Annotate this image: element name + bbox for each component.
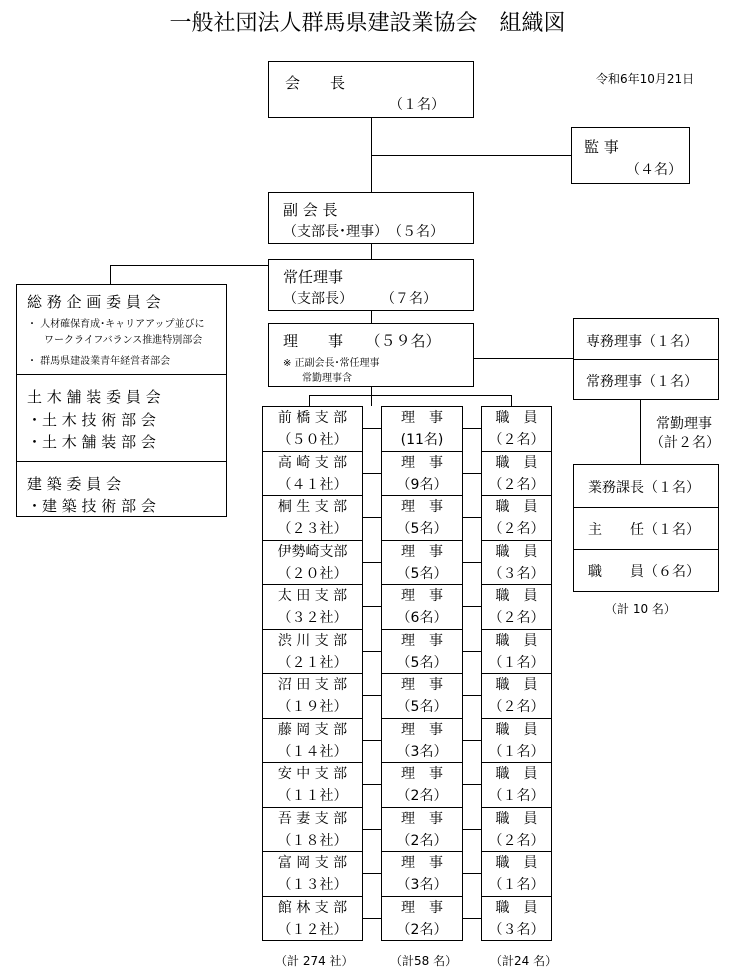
cell-text: （３２社） — [277, 610, 348, 626]
connector-line — [363, 428, 381, 429]
connector-line — [363, 651, 381, 652]
cell-text: （３名） — [488, 921, 545, 938]
connector-line — [363, 473, 381, 474]
cell-text: 沼 田 支 部 — [277, 677, 348, 693]
branch-name-cell — [262, 807, 363, 853]
connector-line — [363, 517, 381, 518]
senmu-label: 専務理事（１名） — [586, 334, 698, 350]
cell-text: 理 事 — [401, 632, 443, 649]
president-label: 会 長 — [285, 74, 346, 92]
standing-director-box — [268, 259, 474, 311]
connector-line — [371, 155, 571, 156]
connector-line — [363, 873, 381, 874]
cell-text: （２１社） — [277, 654, 348, 671]
branch-staff-cell — [481, 673, 552, 719]
total-companies: （計 274 社） — [275, 954, 354, 968]
cell-text: （４１社） — [277, 476, 348, 493]
cell-text: （１名） — [488, 788, 545, 804]
cell-text: （2名） — [396, 788, 448, 804]
branch-name-cell — [262, 629, 363, 675]
cell-text: 職 員 — [495, 899, 538, 916]
branch-name-cell — [262, 673, 363, 719]
branch-directors-cell — [381, 807, 463, 853]
connector-line — [463, 606, 481, 607]
date-label: 令和6年10月21日 — [596, 72, 695, 86]
connector-line — [463, 695, 481, 696]
connector-line — [463, 740, 481, 741]
cell-text: （5名） — [396, 654, 448, 671]
branch-directors-cell — [381, 896, 463, 942]
cell-text: （5名） — [396, 521, 448, 537]
committee-item: ワークライフバランス推進特別部会 — [44, 335, 203, 346]
connector-line — [309, 395, 310, 406]
branch-directors-cell — [381, 540, 463, 586]
fulltime-director-count: （計２名） — [650, 435, 720, 451]
office-staff-box — [573, 464, 719, 592]
branch-directors-cell — [381, 851, 463, 897]
cell-text: （２名） — [488, 610, 545, 626]
connector-line — [463, 784, 481, 785]
connector-line — [463, 428, 481, 429]
president-count: （１名） — [389, 97, 445, 113]
cell-text: 伊勢崎支部 — [277, 543, 348, 560]
cell-text: （２名） — [488, 476, 545, 493]
committees-box — [16, 284, 227, 517]
cell-text: 吾 妻 支 部 — [277, 810, 348, 827]
cell-text: 前 橋 支 部 — [277, 410, 348, 426]
connector-line — [511, 395, 512, 406]
connector-line — [463, 562, 481, 563]
branch-staff-cell — [481, 807, 552, 853]
cell-text: 太 田 支 部 — [277, 588, 348, 604]
cell-text: 職 員 — [495, 454, 538, 471]
committee-item: ・ 人材確保育成･キャリアアップ並びに — [27, 319, 205, 330]
branch-directors-cell — [381, 762, 463, 808]
manager-label: 業務課長（１名） — [588, 480, 700, 496]
cell-text: 高 崎 支 部 — [277, 454, 348, 471]
cell-text: （3名） — [396, 743, 448, 760]
office-staff-total: （計 10 名） — [605, 602, 676, 616]
branch-name-cell — [262, 584, 363, 630]
cell-text: 職 員 — [495, 766, 538, 782]
directors-box — [268, 323, 474, 387]
connector-line — [463, 651, 481, 652]
connector-line — [463, 873, 481, 874]
branch-staff-cell — [481, 762, 552, 808]
committee-item: ・土 木 技 術 部 会 — [27, 411, 156, 429]
cell-text: 理 事 — [401, 766, 443, 782]
connector-line — [363, 695, 381, 696]
branch-name-cell — [262, 718, 363, 764]
cell-text: 職 員 — [495, 721, 538, 738]
vice-president-sub: （支部長･理事） （５名） — [283, 224, 444, 240]
cell-text: 職 員 — [495, 632, 538, 649]
connector-line — [463, 517, 481, 518]
cell-text: 館 林 支 部 — [277, 899, 348, 916]
president-box — [268, 61, 474, 118]
branch-staff-cell — [481, 896, 552, 942]
cell-text: 渋 川 支 部 — [277, 632, 348, 649]
cell-text: 藤 岡 支 部 — [277, 721, 348, 738]
connector-line — [363, 829, 381, 830]
divider — [574, 507, 718, 508]
branch-staff-cell — [481, 584, 552, 630]
divider — [17, 374, 226, 375]
cell-text: （5名） — [396, 565, 448, 582]
connector-line — [363, 740, 381, 741]
standing-director-label: 常任理事 — [283, 268, 344, 286]
connector-line — [110, 265, 268, 266]
branch-directors-cell — [381, 718, 463, 764]
cell-text: 理 事 — [401, 410, 443, 426]
branch-staff-cell — [481, 406, 552, 452]
cell-text: （2名） — [396, 921, 448, 938]
branch-directors-cell — [381, 406, 463, 452]
cell-text: 理 事 — [401, 454, 443, 471]
cell-text: （１名） — [488, 654, 545, 671]
cell-text: 職 員 — [495, 588, 538, 604]
connector-line — [363, 918, 381, 919]
directors-note: 常勤理事含 — [302, 373, 352, 384]
branch-name-cell — [262, 851, 363, 897]
cell-text: （２名） — [488, 521, 545, 537]
cell-text: 理 事 — [401, 677, 443, 693]
cell-text: 理 事 — [401, 855, 443, 871]
divider — [574, 359, 718, 360]
branch-staff-cell — [481, 540, 552, 586]
branch-name-cell — [262, 896, 363, 942]
branch-name-cell — [262, 540, 363, 586]
branch-staff-cell — [481, 495, 552, 541]
cell-text: （１４社） — [277, 743, 348, 760]
chief-label: 主 任（１名） — [588, 522, 700, 538]
cell-text: 理 事 — [401, 721, 443, 738]
committee-item: ・ 群馬県建設業青年経営者部会 — [27, 356, 171, 367]
civil-committee-label: 土 木 舗 装 委 員 会 — [27, 388, 161, 406]
connector-line — [473, 358, 573, 359]
connector-line — [371, 387, 372, 406]
cell-text: （２名） — [488, 832, 545, 849]
cell-text: 理 事 — [401, 499, 443, 515]
cell-text: 職 員 — [495, 677, 538, 693]
cell-text: (11名) — [400, 432, 444, 448]
cell-text: 安 中 支 部 — [277, 766, 348, 782]
cell-text: （５０社） — [277, 432, 348, 448]
cell-text: （9名） — [396, 476, 448, 493]
cell-text: （２３社） — [277, 521, 348, 537]
branch-directors-cell — [381, 673, 463, 719]
cell-text: 職 員 — [495, 810, 538, 827]
cell-text: 職 員 — [495, 855, 538, 871]
branch-staff-cell — [481, 851, 552, 897]
cell-text: 理 事 — [401, 543, 443, 560]
cell-text: 理 事 — [401, 810, 443, 827]
branch-name-cell — [262, 495, 363, 541]
cell-text: 職 員 — [495, 543, 538, 560]
cell-text: 職 員 — [495, 499, 538, 515]
divider — [17, 461, 226, 462]
connector-line — [363, 606, 381, 607]
cell-text: （１８社） — [277, 832, 348, 849]
cell-text: （１２社） — [277, 921, 348, 938]
cell-text: （１３社） — [277, 877, 348, 893]
cell-text: （3名） — [396, 877, 448, 893]
branch-name-cell — [262, 762, 363, 808]
cell-text: （１９社） — [277, 699, 348, 715]
cell-text: （３名） — [488, 565, 545, 582]
connector-line — [363, 784, 381, 785]
cell-text: （2名） — [396, 832, 448, 849]
connector-line — [363, 562, 381, 563]
connector-line — [309, 395, 511, 396]
connector-line — [463, 473, 481, 474]
executive-box — [573, 318, 719, 400]
branch-name-cell — [262, 451, 363, 497]
cell-text: 理 事 — [401, 588, 443, 604]
cell-text: 理 事 — [401, 899, 443, 916]
directors-note: ※ 正副会長･常任理事 — [283, 358, 380, 369]
branch-staff-cell — [481, 629, 552, 675]
branch-directors-cell — [381, 495, 463, 541]
connector-line — [371, 243, 372, 259]
connector-line — [640, 400, 641, 464]
fulltime-director-label: 常勤理事 — [656, 416, 712, 432]
architecture-committee-label: 建 築 委 員 会 — [27, 475, 122, 493]
cell-text: （２名） — [488, 699, 545, 715]
branch-directors-cell — [381, 584, 463, 630]
auditor-label: 監 事 — [584, 138, 619, 156]
divider — [574, 549, 718, 550]
connector-line — [110, 265, 111, 284]
total-directors: （計58 名） — [390, 954, 458, 968]
cell-text: 桐 生 支 部 — [277, 499, 348, 515]
cell-text: （２０社） — [277, 565, 348, 582]
auditor-count: （４名） — [626, 162, 682, 178]
branch-staff-cell — [481, 718, 552, 764]
jomu-label: 常務理事（１名） — [586, 374, 698, 390]
staff-label: 職 員（６名） — [588, 564, 700, 580]
total-staff: （計24 名） — [490, 954, 558, 968]
general-committee-label: 総 務 企 画 委 員 会 — [27, 293, 161, 311]
branch-name-cell — [262, 406, 363, 452]
branch-staff-cell — [481, 451, 552, 497]
committee-item: ・土 木 舗 装 部 会 — [27, 433, 156, 451]
committee-item: ・建 築 技 術 部 会 — [27, 497, 156, 515]
connector-line — [463, 829, 481, 830]
cell-text: （２名） — [488, 432, 545, 448]
page-title: 一般社団法人群馬県建設業協会 組織図 — [169, 11, 566, 36]
cell-text: （5名） — [396, 699, 448, 715]
auditor-box — [571, 127, 690, 184]
vice-president-label: 副 会 長 — [283, 201, 338, 219]
cell-text: （１１社） — [277, 788, 348, 804]
cell-text: 富 岡 支 部 — [277, 855, 348, 871]
branch-directors-cell — [381, 451, 463, 497]
directors-label: 理 事 （５９名） — [283, 332, 441, 350]
connector-line — [463, 918, 481, 919]
branch-directors-cell — [381, 629, 463, 675]
connector-line — [371, 311, 372, 323]
cell-text: （１名） — [488, 877, 545, 893]
cell-text: （6名） — [396, 610, 448, 626]
standing-director-sub: （支部長） （７名） — [283, 291, 437, 307]
cell-text: 職 員 — [495, 410, 538, 426]
vice-president-box — [268, 192, 474, 244]
cell-text: （１名） — [488, 743, 545, 760]
